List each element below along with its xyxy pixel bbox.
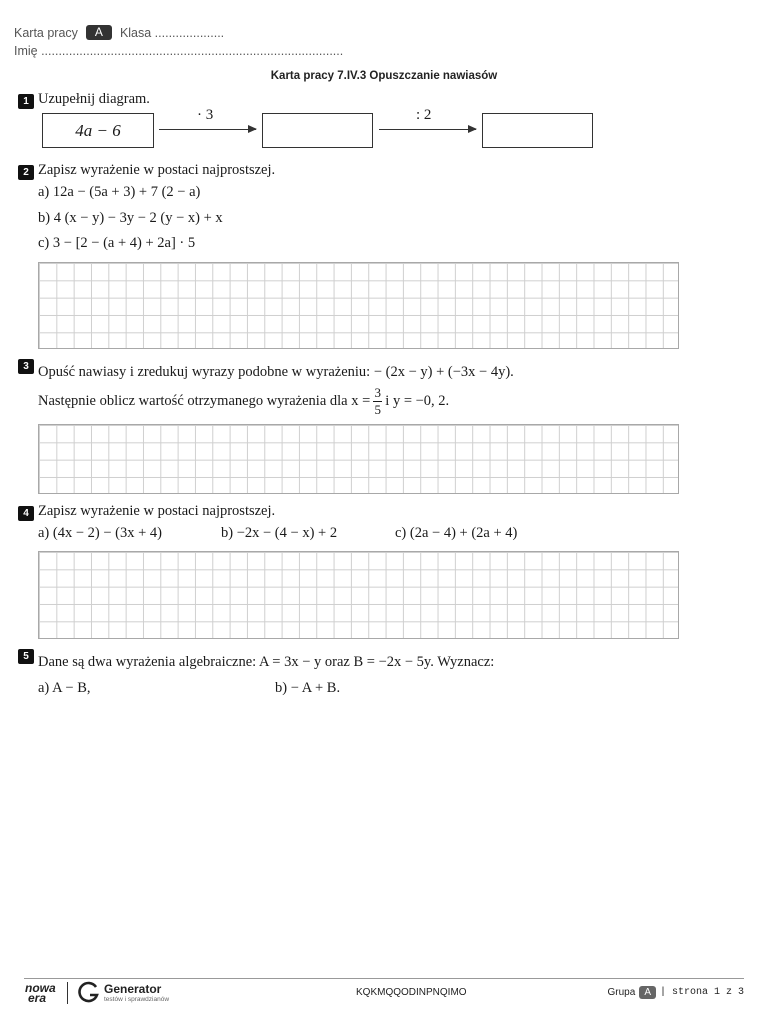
task-3-line-2: Następnie oblicz wartość otrzymanego wyrażenia dla x = $\frac{3}{5}$ i y = −0, 2. [38, 385, 450, 417]
task-5-item-b: b) − A + B. [275, 680, 341, 696]
diagram-start-expression: 4a − 6 [75, 120, 121, 140]
diagram-arrow-2 [379, 129, 476, 130]
task-1-instruction: Uzupełnij diagram. [38, 91, 150, 107]
answer-grid-task-2[interactable] [38, 262, 679, 349]
logo-separator [67, 982, 68, 1004]
task-number-1: 1 [18, 94, 34, 109]
task-2-item-c: c) 3 − [2 − (a + 4) + 2a] · 5 [38, 235, 196, 251]
fraction-three-fifths: $\frac{3}{5}$ [374, 385, 382, 417]
page-number: | strona 1 z 3 [659, 987, 744, 998]
task-3-line-1: Opuść nawiasy i zredukuj wyrazy podobne w wyrażeniu: − (2x − y) + (−3x − 4y). [38, 364, 514, 380]
generator-logo: Generator testów i sprawdzianów [104, 982, 170, 1003]
diagram-arrow-1 [159, 129, 256, 130]
worksheet-title: Karta pracy 7.IV.3 Opuszczanie nawiasów [270, 70, 498, 82]
task-4-item-c: c) (2a − 4) + (2a + 4) [395, 525, 518, 541]
diagram-answer-box-2[interactable] [482, 113, 593, 148]
nowa-era-logo: nowa era [25, 981, 56, 1005]
class-field: Klasa .................... [119, 25, 225, 40]
task-number-5: 5 [18, 649, 34, 664]
task-2-item-b: b) 4 (x − y) − 3y − 2 (y − x) + x [38, 210, 223, 226]
diagram-op-divide: : 2 [416, 107, 432, 123]
group-badge: A [86, 25, 112, 40]
task-5-item-a: a) A − B, [38, 680, 91, 696]
task-4-instruction: Zapisz wyrażenie w postaci najprostszej. [38, 503, 276, 519]
task-4-item-a: a) (4x − 2) − (3x + 4) [38, 525, 162, 541]
task-2-item-a: a) 12a − (5a + 3) + 7 (2 − a) [38, 184, 201, 200]
diagram-start-box [42, 113, 154, 148]
footer-divider [24, 978, 744, 979]
diagram-answer-box-1[interactable] [262, 113, 373, 148]
page-info: Grupa A | strona 1 z 3 [607, 987, 744, 998]
answer-grid-task-4[interactable] [38, 551, 679, 639]
task-5-instruction: Dane są dwa wyrażenia algebraiczne: A = 3x − y oraz B = −2x − 5y. Wyznacz: [38, 654, 495, 670]
worksheet-label: Karta pracy [14, 25, 78, 40]
task-number-4: 4 [18, 506, 34, 521]
task-number-2: 2 [18, 165, 34, 180]
task-2-instruction: Zapisz wyrażenie w postaci najprostszej. [38, 162, 276, 178]
document-code: KQKMQQODINPNQIMO [356, 987, 467, 998]
diagram-op-multiply: · 3 [197, 107, 214, 123]
task-number-3: 3 [18, 359, 34, 374]
generator-logo-icon [78, 981, 100, 1003]
task-4-item-b: b) −2x − (4 − x) + 2 [221, 525, 338, 541]
footer-group-badge: A [639, 986, 656, 999]
name-field: Imię ....................................................................................... [14, 44, 344, 58]
worksheet-header [14, 25, 224, 40]
answer-grid-task-3[interactable] [38, 424, 679, 494]
